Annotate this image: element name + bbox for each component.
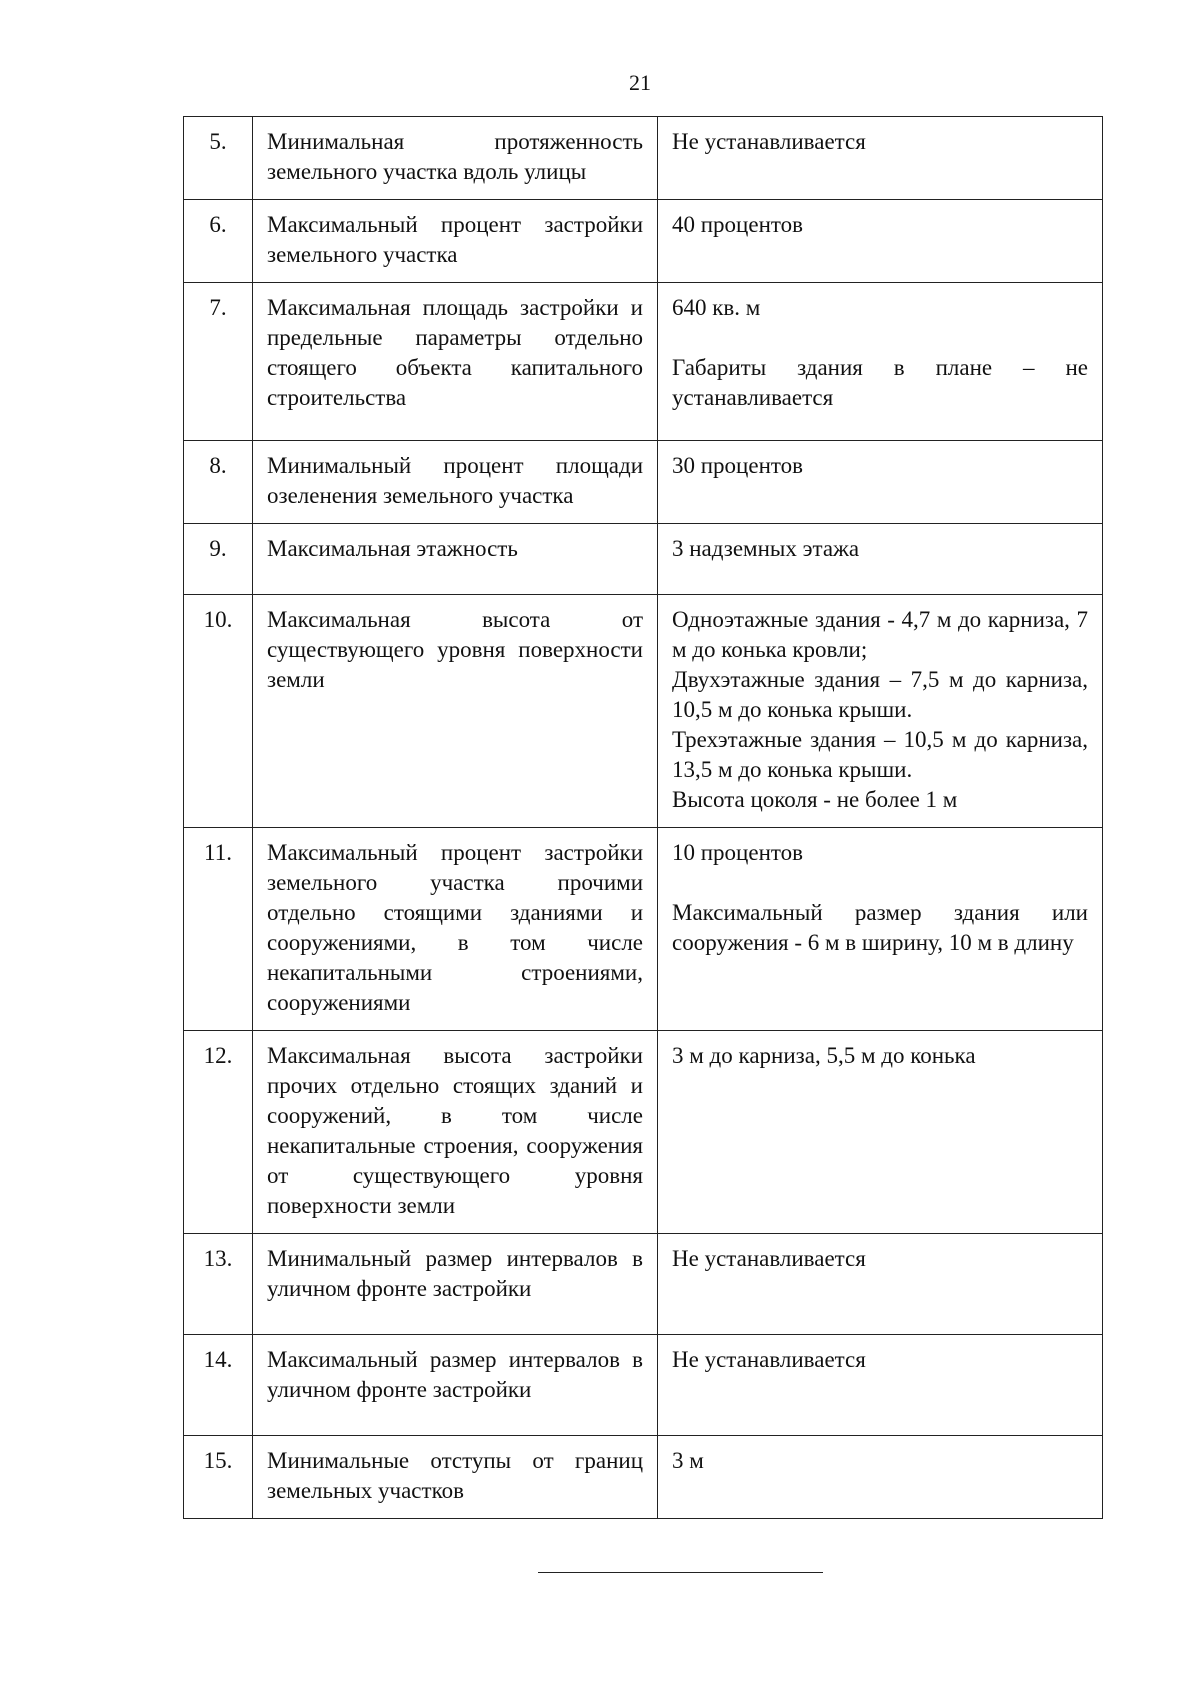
table-row xyxy=(184,1436,1103,1519)
row-number: 15. xyxy=(184,1436,253,1519)
parameter-value xyxy=(658,524,1103,595)
value-line: Двухэтажные здания – 7,5 м до карниза, 10,5 м до конька крыши. xyxy=(672,667,1088,722)
parameter-value xyxy=(658,283,1103,441)
parameter-value xyxy=(658,200,1103,283)
value-line: Не устанавливается xyxy=(672,1246,866,1271)
table-row xyxy=(184,1031,1103,1234)
parameter-value xyxy=(658,117,1103,200)
parameter-name: Минимальная протяженность земельного участка вдоль улицы xyxy=(253,117,658,200)
parameter-value xyxy=(658,1436,1103,1519)
value-line: 3 надземных этажа xyxy=(672,536,860,561)
table-row xyxy=(184,441,1103,524)
row-number: 8. xyxy=(184,441,253,524)
row-number: 13. xyxy=(184,1234,253,1335)
row-number: 14. xyxy=(184,1335,253,1436)
value-line: 30 процентов xyxy=(672,453,803,478)
table-row xyxy=(184,200,1103,283)
parameter-name: Минимальный размер интервалов в уличном фронте застройки xyxy=(253,1234,658,1335)
parameter-value xyxy=(658,595,1103,828)
value-line: Трехэтажные здания – 10,5 м до карниза, 13,5 м до конька крыши. xyxy=(672,727,1088,782)
row-number: 7. xyxy=(184,283,253,441)
value-line: 3 м xyxy=(672,1448,704,1473)
value-spacer xyxy=(672,323,1088,353)
parameters-table xyxy=(183,116,1103,1519)
table-row xyxy=(184,1335,1103,1436)
value-line: Максимальный размер здания или сооружения - 6 м в ширину, 10 м в длину xyxy=(672,900,1088,955)
parameter-name: Минимальные отступы от границ земельных участков xyxy=(253,1436,658,1519)
parameter-name: Максимальная высота от существующего уровня поверхности земли xyxy=(253,595,658,828)
table-row xyxy=(184,524,1103,595)
value-line: Не устанавливается xyxy=(672,1347,866,1372)
parameter-value xyxy=(658,1234,1103,1335)
row-number: 6. xyxy=(184,200,253,283)
table-row xyxy=(184,828,1103,1031)
parameter-name: Максимальная этажность xyxy=(253,524,658,595)
parameter-name: Максимальный процент застройки земельного участка xyxy=(253,200,658,283)
row-number: 12. xyxy=(184,1031,253,1234)
parameter-name: Максимальный процент застройки земельного участка прочими отдельно стоящими зданиями и сооружениями, в том числе некапитальными строениями, сооружениями xyxy=(253,828,658,1031)
value-line: Высота цоколя - не более 1 м xyxy=(672,787,958,812)
value-spacer xyxy=(672,868,1088,898)
parameters-table-body xyxy=(184,117,1103,1519)
row-number: 5. xyxy=(184,117,253,200)
table-row xyxy=(184,595,1103,828)
table-row xyxy=(184,283,1103,441)
parameter-name: Максимальная высота застройки прочих отдельно стоящих зданий и сооружений, в том числе некапитальные строения, сооружения от существующего уровня поверхности земли xyxy=(253,1031,658,1234)
row-number: 11. xyxy=(184,828,253,1031)
value-line: 10 процентов xyxy=(672,840,803,865)
value-line: 3 м до карниза, 5,5 м до конька xyxy=(672,1043,976,1068)
value-line: Одноэтажные здания - 4,7 м до карниза, 7 м до конька кровли; xyxy=(672,607,1088,662)
value-line: 40 процентов xyxy=(672,212,803,237)
parameter-value xyxy=(658,1031,1103,1234)
value-line: Габариты здания в плане – не устанавливается xyxy=(672,355,1088,410)
table-row xyxy=(184,1234,1103,1335)
parameter-name: Максимальный размер интервалов в уличном фронте застройки xyxy=(253,1335,658,1436)
value-line: Не устанавливается xyxy=(672,129,866,154)
footer-divider xyxy=(538,1572,823,1573)
parameter-name: Максимальная площадь застройки и предельные параметры отдельно стоящего объекта капитального строительства xyxy=(253,283,658,441)
value-line: 640 кв. м xyxy=(672,295,761,320)
parameter-value xyxy=(658,1335,1103,1436)
parameter-value xyxy=(658,441,1103,524)
table-row xyxy=(184,117,1103,200)
parameter-name: Минимальный процент площади озеленения земельного участка xyxy=(253,441,658,524)
row-number: 10. xyxy=(184,595,253,828)
page-number: 21 xyxy=(629,70,651,95)
row-number: 9. xyxy=(184,524,253,595)
parameter-value xyxy=(658,828,1103,1031)
